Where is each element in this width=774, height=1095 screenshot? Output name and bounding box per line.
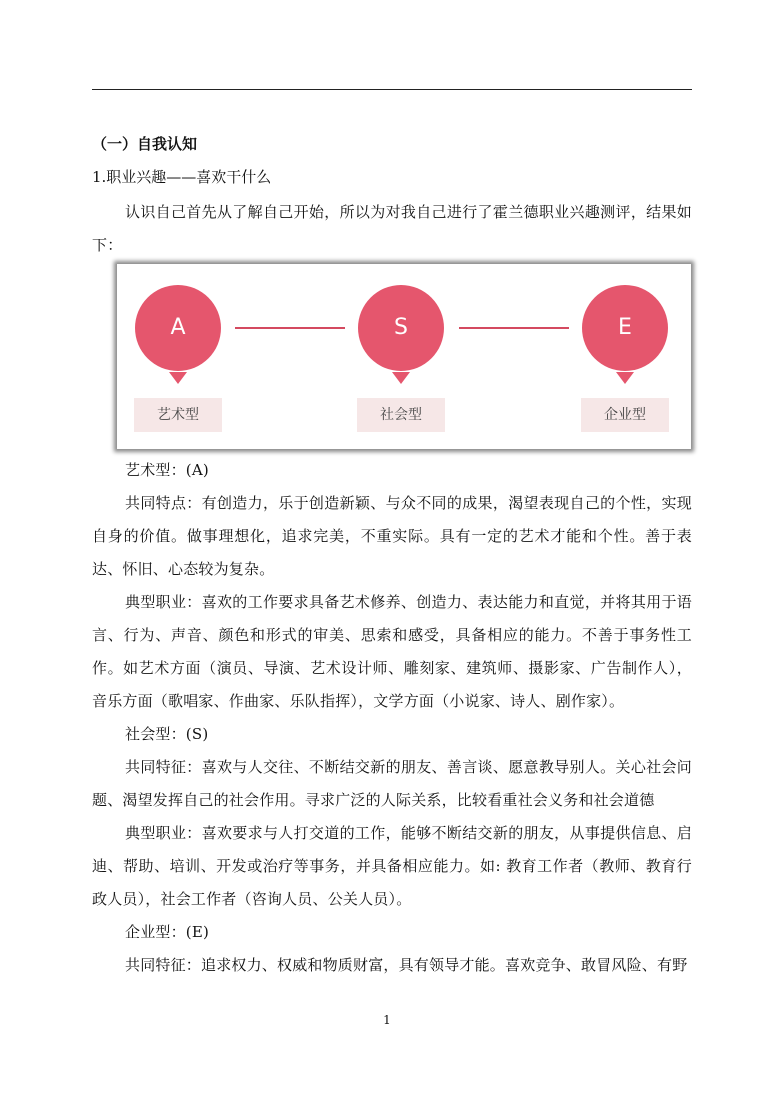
- subheading: 1.职业兴趣——喜欢干什么: [92, 168, 272, 186]
- section-heading: （一）自我认知: [92, 135, 198, 153]
- enterprising-type-title: 企业型：(E): [125, 923, 210, 941]
- social-jobs: 典型职业：喜欢要求与人打交道的工作，能够不断结交新的朋友，从事提供信息、启迪、帮助、培训、开发或治疗等事务，并具备相应能力。如: 教育工作者（教师、教育行政人员），社会工作者（咨询人员、公关人员）。: [92, 824, 692, 908]
- artistic-type-title: 艺术型：(A): [125, 461, 209, 479]
- artistic-traits: 共同特点：有创造力，乐于创造新颖、与众不同的成果，渴望表现自己的个性，实现自身的价值。做事理想化，追求完美，不重实际。具有一定的艺术才能和个性。善于表达、怀旧、心态较为复杂。: [92, 494, 692, 578]
- node-label-s: 社会型: [357, 398, 445, 432]
- intro-paragraph: 认识自己首先从了解自己开始，所以为对我自己进行了霍兰德职业兴趣测评，结果如下：: [92, 203, 692, 254]
- header-rule: [92, 89, 692, 90]
- node-pointer: [169, 372, 187, 384]
- node-pointer: [392, 372, 410, 384]
- node-circle-a: A: [135, 285, 221, 371]
- connector-line: [459, 327, 569, 329]
- social-traits: 共同特征：喜欢与人交往、不断结交新的朋友、善言谈、愿意教导别人。关心社会问题、渴望发挥自己的社会作用。寻求广泛的人际关系，比较看重社会义务和社会道德: [92, 758, 692, 809]
- social-type-title: 社会型：(S): [125, 725, 209, 743]
- holland-code-figure: [117, 264, 691, 449]
- node-label-a: 艺术型: [134, 398, 222, 432]
- artistic-jobs: 典型职业：喜欢的工作要求具备艺术修养、创造力、表达能力和直觉，并将其用于语言、行为、声音、颜色和形式的审美、思索和感受，具备相应的能力。不善于事务性工作。如艺术方面（演员、导演、艺术设计师、雕刻家、建筑师、摄影家、广告制作人），音乐方面（歌唱家、作曲家、乐队指挥），文学方面（小说家、诗人、剧作家）。: [92, 593, 692, 710]
- node-circle-s: S: [358, 285, 444, 371]
- enterprising-traits: 共同特征：追求权力、权威和物质财富，具有领导才能。喜欢竞争、敢冒风险、有野: [125, 956, 688, 974]
- node-pointer: [616, 372, 634, 384]
- node-label-e: 企业型: [581, 398, 669, 432]
- page-number: 1: [383, 1013, 391, 1027]
- connector-line: [235, 327, 345, 329]
- node-circle-e: E: [582, 285, 668, 371]
